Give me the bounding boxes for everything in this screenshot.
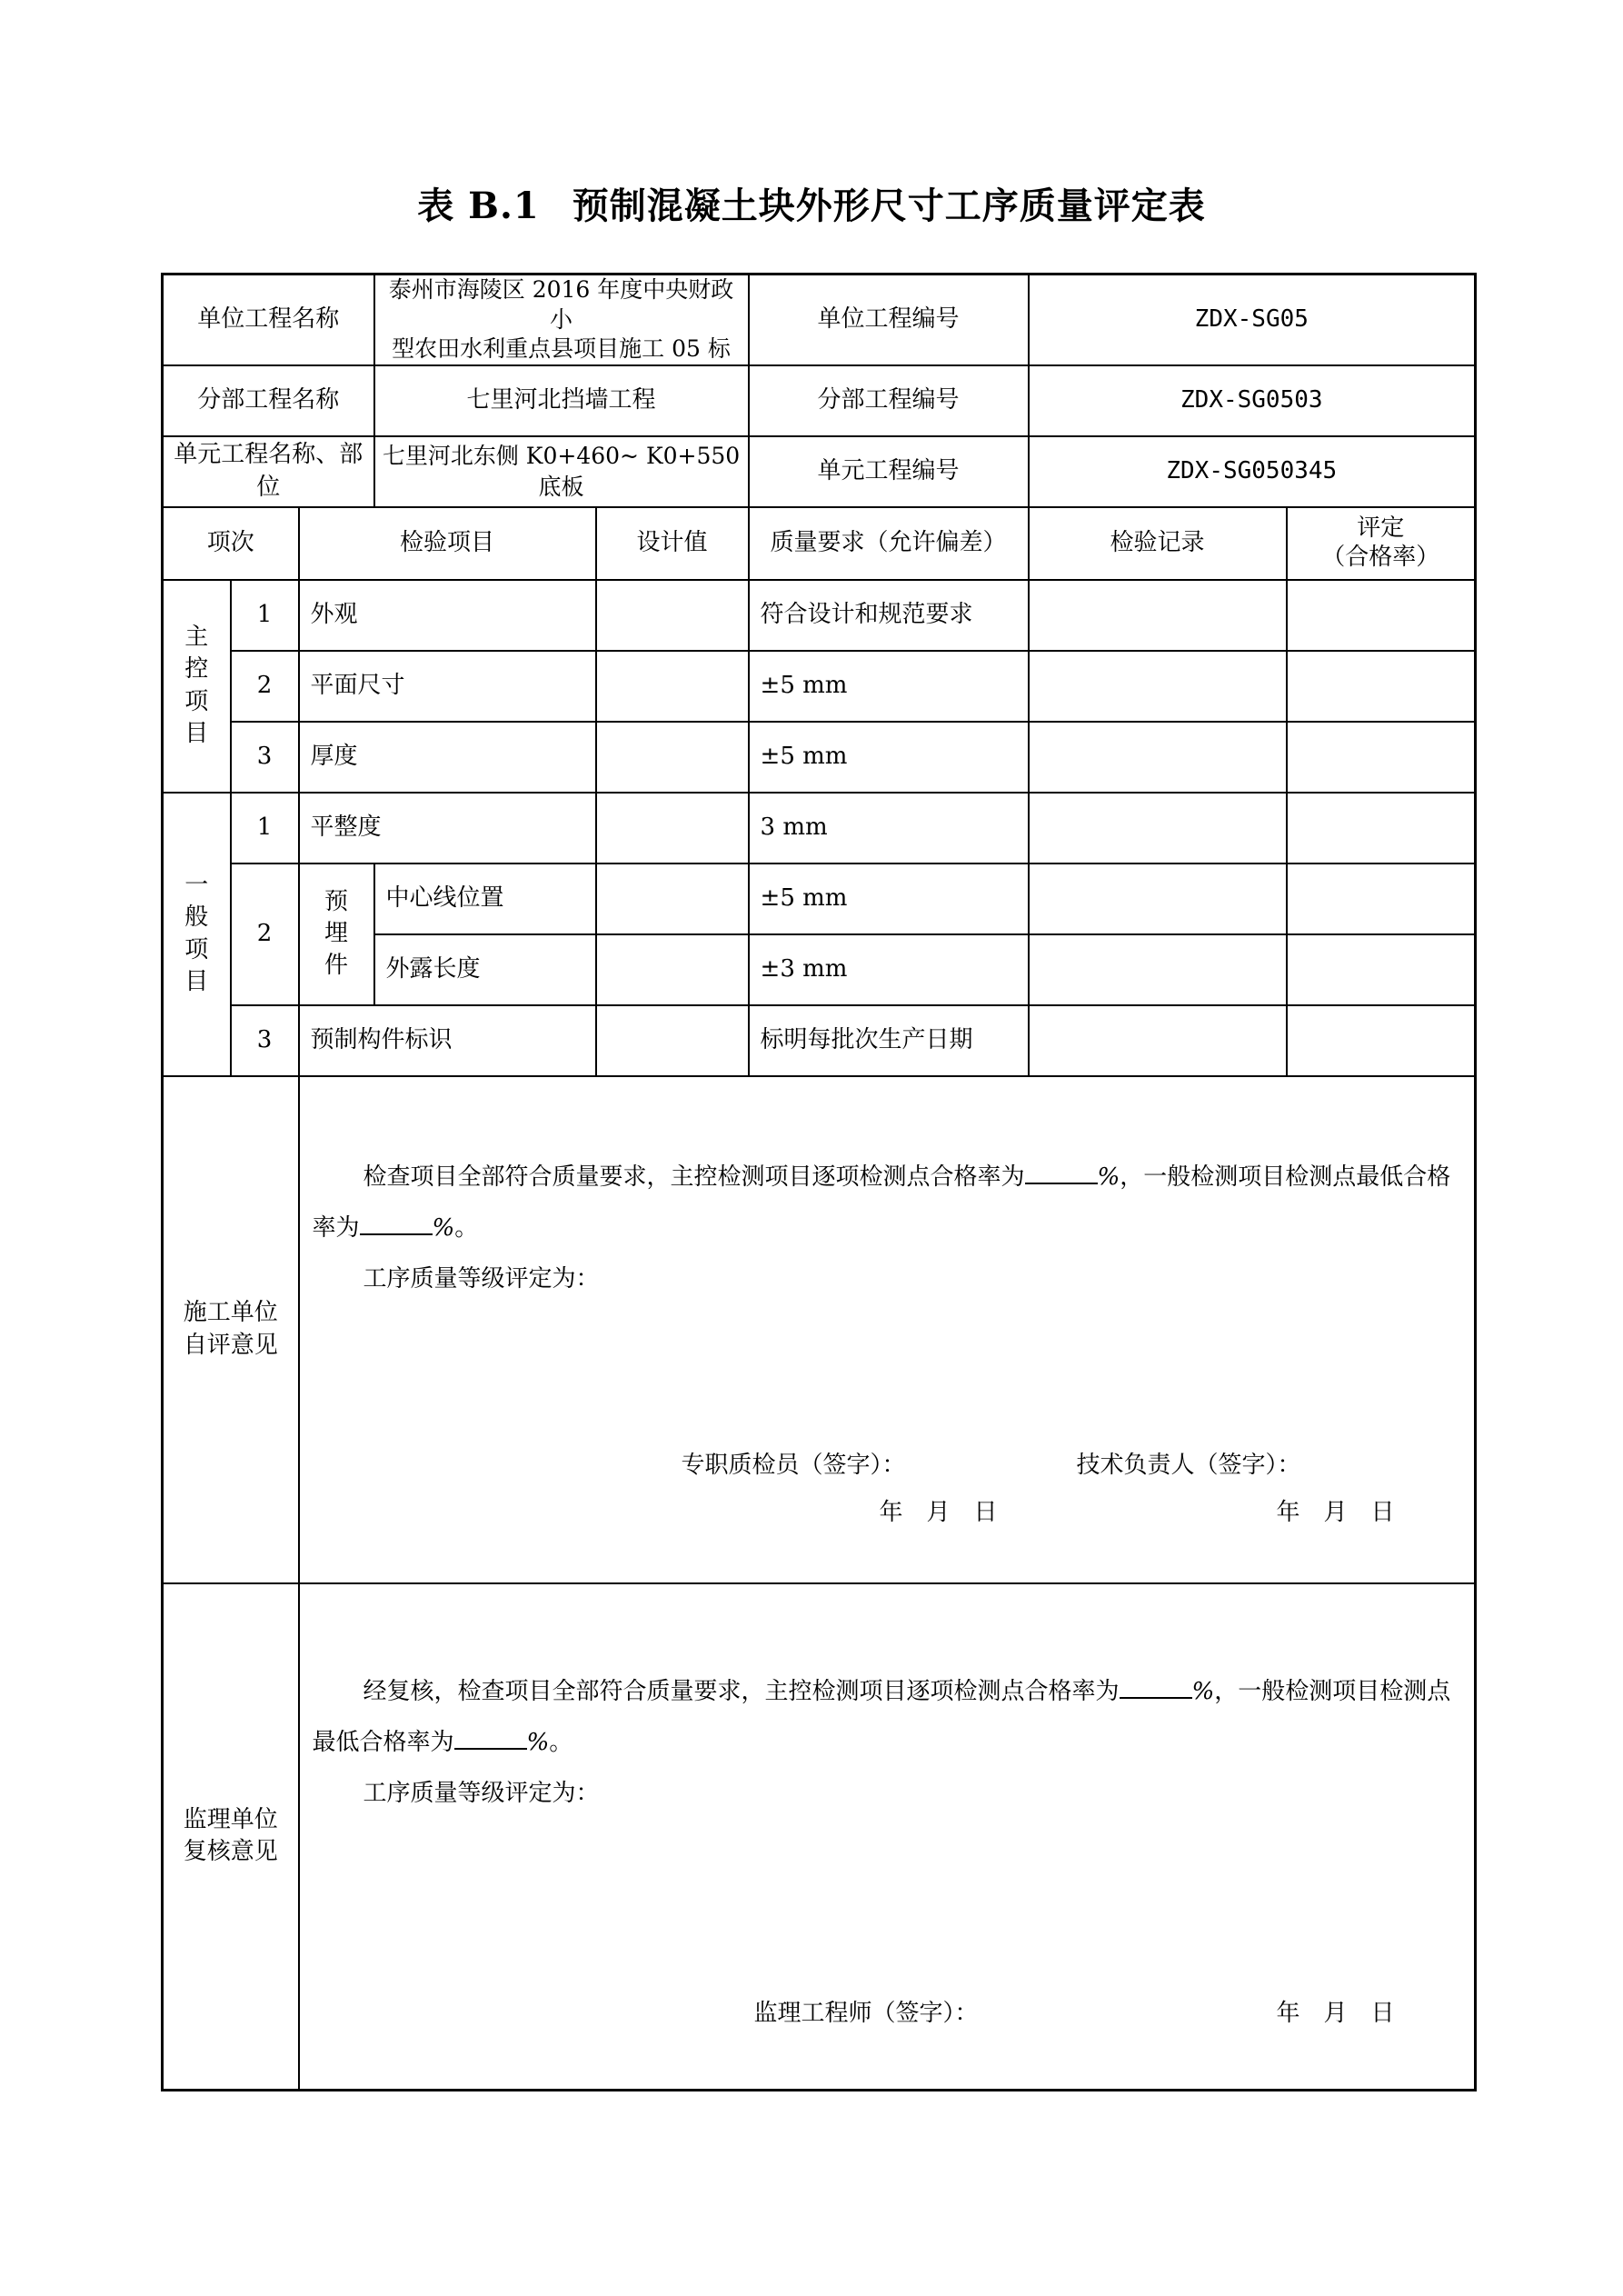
row-rating[interactable] xyxy=(1287,1005,1476,1076)
general-pass-rate-blank[interactable] xyxy=(454,1726,527,1750)
col-rating xyxy=(1287,507,1476,580)
quality-assessment-table xyxy=(161,273,1477,2091)
row-item: 外观 xyxy=(299,580,596,651)
unit-project-code-label: 单位工程编号 xyxy=(749,275,1029,365)
table-row xyxy=(163,863,1476,934)
main-control-label: 主 控 项 目 xyxy=(163,580,231,793)
row-requirement: ±5 mm xyxy=(749,722,1029,793)
general-items-label: 一 般 项 目 xyxy=(163,793,231,1076)
row-design-value[interactable] xyxy=(596,863,749,934)
supervising-engineer-signature[interactable]: 监理工程师（签字）： xyxy=(753,1999,979,2027)
row-item: 平整度 xyxy=(299,793,596,863)
col-design-value: 设计值 xyxy=(596,507,749,580)
row-record[interactable] xyxy=(1029,934,1287,1005)
technical-lead-signature[interactable]: 技术负责人（签字）： xyxy=(1076,1451,1301,1479)
element-code-label: 单元工程编号 xyxy=(749,436,1029,507)
unit-project-code: ZDX-SG05 xyxy=(1029,275,1476,365)
row-design-value[interactable] xyxy=(596,793,749,863)
row-item: 外露长度 xyxy=(374,934,596,1005)
row-requirement: ±5 mm xyxy=(749,651,1029,722)
unit-project-name xyxy=(374,275,749,365)
main-pass-rate-blank[interactable] xyxy=(1120,1675,1192,1699)
unit-project-name-label: 单位工程名称 xyxy=(163,275,374,365)
division-code: ZDX-SG0503 xyxy=(1029,365,1476,436)
table-row xyxy=(163,793,1476,863)
row-requirement: ±3 mm xyxy=(749,934,1029,1005)
unit-project-name-line1: 泰州市海陵区 2016 年度中央财政小 xyxy=(388,276,734,333)
row-rating[interactable] xyxy=(1287,722,1476,793)
row-design-value[interactable] xyxy=(596,722,749,793)
row-design-value[interactable] xyxy=(596,651,749,722)
unit-project-name-line2: 型农田水利重点县项目施工 05 标 xyxy=(392,335,731,362)
table-title-text: 预制混凝土块外形尺寸工序质量评定表 xyxy=(572,185,1206,227)
embedded-parts-label: 预 埋 件 xyxy=(299,863,374,1005)
row-record[interactable] xyxy=(1029,722,1287,793)
row-requirement: 符合设计和规范要求 xyxy=(749,580,1029,651)
row-number: 1 xyxy=(231,793,299,863)
row-requirement: 标明每批次生产日期 xyxy=(749,1005,1029,1076)
row-design-value[interactable] xyxy=(596,580,749,651)
main-pass-rate-blank[interactable] xyxy=(1025,1161,1098,1184)
engineer-date[interactable]: 年 月 日 xyxy=(1276,1999,1395,2027)
tech-lead-date[interactable]: 年 月 日 xyxy=(1276,1498,1395,1526)
contractor-text-b: ，一般检测项目检测点最低合格率为 xyxy=(312,1163,1451,1242)
supervisor-text-a: 经复核，检查项目全部符合质量要求，主控检测项目逐项检测点合格率为 xyxy=(363,1677,1120,1705)
row-record[interactable] xyxy=(1029,651,1287,722)
division-code-label: 分部工程编号 xyxy=(749,365,1029,436)
col-inspection-item: 检验项目 xyxy=(299,507,596,580)
inspector-date[interactable]: 年 月 日 xyxy=(879,1498,998,1526)
row-item: 预制构件标识 xyxy=(299,1005,596,1076)
row-rating[interactable] xyxy=(1287,863,1476,934)
element-code: ZDX-SG050345 xyxy=(1029,436,1476,507)
row-item: 厚度 xyxy=(299,722,596,793)
col-item-no: 项次 xyxy=(163,507,299,580)
supervisor-text-b: ，一般检测项目检测点最低合格率为 xyxy=(312,1677,1451,1756)
row-number: 3 xyxy=(231,1005,299,1076)
col-inspection-record: 检验记录 xyxy=(1029,507,1287,580)
row-design-value[interactable] xyxy=(596,1005,749,1076)
row-record[interactable] xyxy=(1029,1005,1287,1076)
division-name: 七里河北挡墙工程 xyxy=(374,365,749,436)
row-item: 平面尺寸 xyxy=(299,651,596,722)
row-item: 中心线位置 xyxy=(374,863,596,934)
col-rating-line1: 评定 xyxy=(1357,514,1405,543)
element-name-label: 单元工程名称、部位 xyxy=(163,436,374,507)
contractor-opinion[interactable]: 检查项目全部符合质量要求，主控检测项目逐项检测点合格率为 %，一般检测项目检测点最低合格率为 %。 工序质量等级评定为： 专职质检员（签字）： 技术负责人（签字）： 年 月 日 年 月 日 xyxy=(299,1076,1476,1583)
row-number: 3 xyxy=(231,722,299,793)
row-record[interactable] xyxy=(1029,793,1287,863)
contractor-opinion-label: 施工单位 自评意见 xyxy=(163,1076,299,1583)
table-row xyxy=(163,1005,1476,1076)
row-record[interactable] xyxy=(1029,580,1287,651)
table-code: 表 B.1 xyxy=(417,185,540,227)
row-requirement: 3 mm xyxy=(749,793,1029,863)
table-row xyxy=(163,580,1476,651)
page-title xyxy=(0,177,1623,229)
supervisor-grade: 工序质量等级评定为： xyxy=(363,1779,600,1807)
row-rating[interactable] xyxy=(1287,793,1476,863)
row-number: 2 xyxy=(231,863,299,1005)
table-row xyxy=(163,651,1476,722)
division-name-label: 分部工程名称 xyxy=(163,365,374,436)
element-name: 七里河北东侧 K0+460~ K0+550 底板 xyxy=(374,436,749,507)
contractor-text-a: 检查项目全部符合质量要求，主控检测项目逐项检测点合格率为 xyxy=(363,1163,1025,1191)
col-quality-requirement: 质量要求（允许偏差） xyxy=(749,507,1029,580)
row-record[interactable] xyxy=(1029,863,1287,934)
supervisor-opinion[interactable]: 经复核，检查项目全部符合质量要求，主控检测项目逐项检测点合格率为 %，一般检测项目检测点最低合格率为 %。 工序质量等级评定为： 监理工程师（签字）： 年 月 日 xyxy=(299,1583,1476,2091)
row-number: 2 xyxy=(231,651,299,722)
col-rating-line2: （合格率） xyxy=(1321,543,1440,571)
general-pass-rate-blank[interactable] xyxy=(360,1212,433,1235)
row-rating[interactable] xyxy=(1287,934,1476,1005)
row-design-value[interactable] xyxy=(596,934,749,1005)
row-rating[interactable] xyxy=(1287,580,1476,651)
table-row xyxy=(163,722,1476,793)
row-number: 1 xyxy=(231,580,299,651)
contractor-grade: 工序质量等级评定为： xyxy=(363,1264,600,1293)
row-requirement: ±5 mm xyxy=(749,863,1029,934)
row-rating[interactable] xyxy=(1287,651,1476,722)
quality-inspector-signature[interactable]: 专职质检员（签字）： xyxy=(681,1451,906,1479)
supervisor-opinion-label: 监理单位 复核意见 xyxy=(163,1583,299,2091)
